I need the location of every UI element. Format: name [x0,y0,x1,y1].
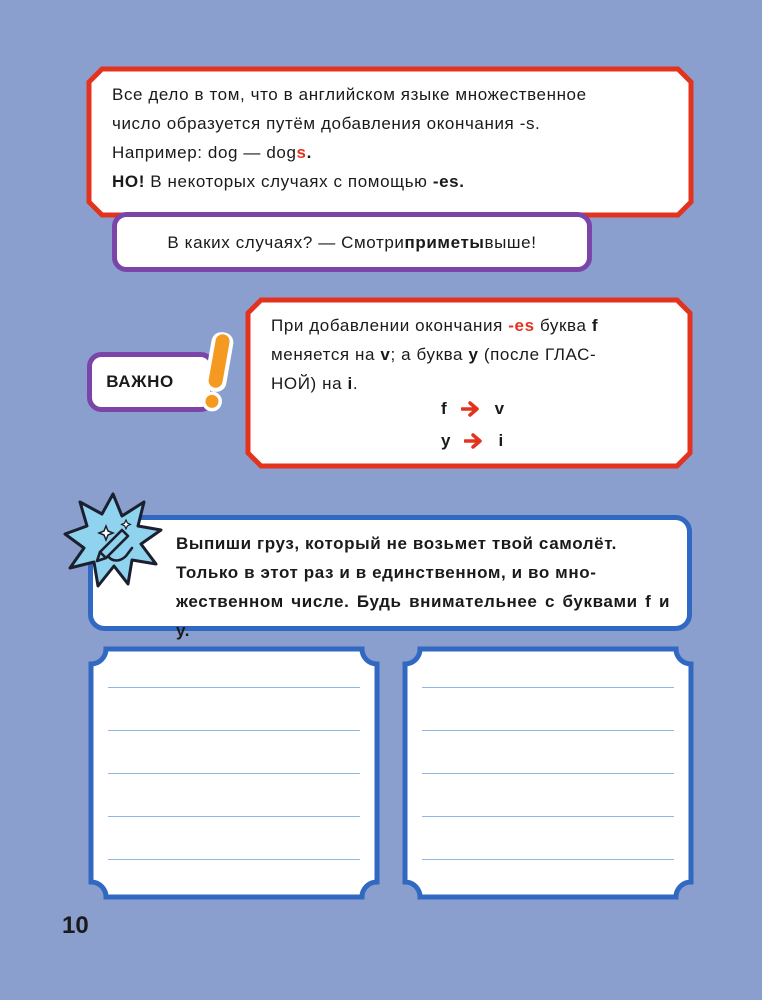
intro-text [112,80,672,196]
plural-ending-s: s [296,143,307,162]
task-box [88,515,692,640]
writing-line [108,773,360,774]
task-line-2: Только в этот раз и в единственном, и во мно- [176,563,597,582]
rule-box [245,297,693,469]
writing-line [422,730,674,731]
exclamation-icon [198,330,238,416]
rule-f-to-v: f v [441,399,505,418]
page-number: 10 [62,912,89,939]
writing-line [108,687,360,688]
important-label [87,352,215,412]
writing-line [422,773,674,774]
rule-line-3: НОЙ) на i. [271,374,359,393]
task-text [176,529,670,645]
rule-text [271,311,669,398]
question-box [112,212,592,272]
task-line-1: Выпиши груз, который не возьмет твой самолёт. [176,534,617,553]
intro-line-4: НО! В некоторых случаях с помощью -es. [112,172,465,191]
but-word: НО! [112,172,145,191]
intro-line-1: Все дело в том, что в английском языке множественное [112,85,587,104]
writing-line [422,687,674,688]
question-text: В каких случаях? — Смотри приметы выше! [112,212,592,272]
pencil-hand-icon [62,490,164,590]
red-right-arrow-icon [464,433,484,449]
red-right-arrow-icon [461,401,481,417]
task-line-3: жественном числе. Будь внимательнее с буквами f и y. [176,592,670,640]
rule-y-to-i: y i [441,431,504,450]
important-text: ВАЖНО [106,372,174,391]
signs-word: приметы [404,232,485,252]
answer-box-plural[interactable] [402,646,694,900]
intro-line-3: Например: dog — dogs. [112,143,312,162]
es-ending: -es. [432,172,465,191]
writing-line [108,859,360,860]
rule-line-1: При добавлении окончания -es буква f [271,316,599,335]
writing-line [108,816,360,817]
writing-line [422,816,674,817]
intro-box [86,66,694,218]
writing-line [108,730,360,731]
rule-line-2: меняется на v; а буква y (после ГЛАС- [271,345,597,364]
intro-line-2: число образуется путём добавления окончания -s. [112,114,541,133]
writing-line [422,859,674,860]
answer-box-singular[interactable] [88,646,380,900]
